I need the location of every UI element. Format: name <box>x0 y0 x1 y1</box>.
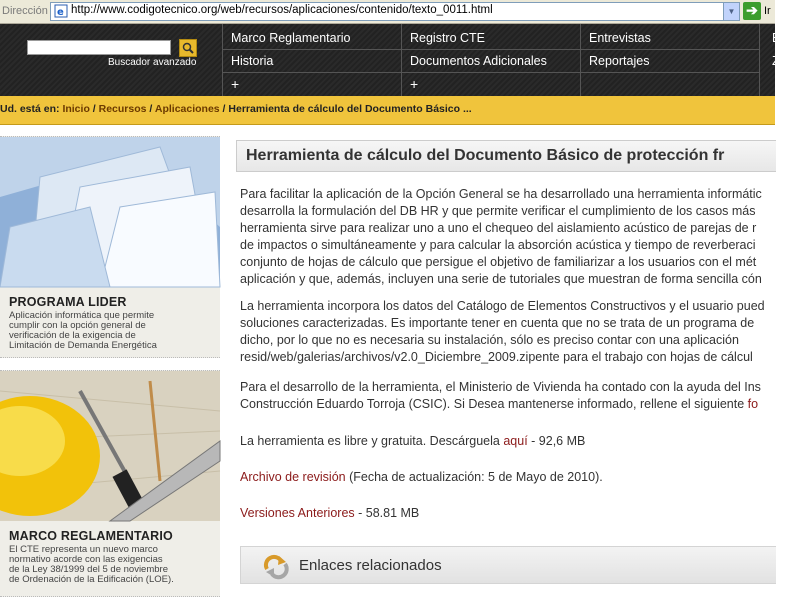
nav-column-4 <box>759 24 781 96</box>
refresh-arrows-icon <box>263 555 289 577</box>
promo-programa-lider[interactable] <box>0 136 220 358</box>
go-arrow-icon[interactable]: ➔ <box>743 2 761 20</box>
breadcrumb-current: Herramienta de cálculo del Documento Básico ... <box>228 103 472 115</box>
catalog-paragraph: La herramienta incorpora los datos del Catálogo de Elementos Constructivos y el usuario pued soluciones caracterizadas. Es importante tener en cuenta que no se trata de un programa de dicho, por lo que no es necesaria su instalación, sólo es preciso contar con una aplicación resid/web/galerias/archivos/v2.0_Diciembre_2009.zipente para el trabajo con hojas de cálcul <box>240 299 765 364</box>
nav-registro-cte[interactable]: Registro CTE <box>410 31 486 45</box>
promo-title: PROGRAMA LIDER <box>9 295 127 309</box>
svg-text:e: e <box>57 7 64 18</box>
magnifier-icon <box>182 42 194 54</box>
nav-column-1 <box>222 24 401 96</box>
revision-line: Archivo de revisión (Fecha de actualización: 5 de Mayo de 2010). <box>240 470 603 484</box>
related-links-box <box>240 546 776 584</box>
nav-more-1[interactable]: + <box>231 76 240 92</box>
promo-text: El CTE representa un nuevo marco normativo acorde con las exigencias de la Ley 38/1999 del 5 de noviembre de Ordenación de la Edificación (LOE). <box>9 544 174 585</box>
search-button[interactable] <box>179 39 197 57</box>
related-links-title: Enlaces relacionados <box>299 557 442 574</box>
nav-historia[interactable]: Historia <box>231 54 274 68</box>
nav-reportajes[interactable]: Reportajes <box>589 54 650 68</box>
promo-marco-reglamentario[interactable] <box>0 370 220 597</box>
download-link[interactable]: aquí <box>503 434 528 448</box>
nav-e[interactable]: E <box>772 31 781 45</box>
promo-title: MARCO REGLAMENTARIO <box>9 529 173 543</box>
nav-column-3 <box>580 24 759 96</box>
nav-documentos-adicionales[interactable]: Documentos Adicionales <box>410 54 547 68</box>
nav-marco-reglamentario[interactable]: Marco Reglamentario <box>231 31 351 45</box>
nav-column-2 <box>401 24 580 96</box>
page-title: Herramienta de cálculo del Documento Básico de protección fr <box>246 147 725 164</box>
breadcrumb-prefix: Ud. está en: <box>0 103 60 115</box>
previous-versions-line: Versiones Anteriores - 58.81 MB <box>240 506 420 520</box>
promo-text: Aplicación informática que permite cumplir con la opción general de verificación de la exigencia de Limitación de Demanda Energética <box>9 310 157 351</box>
breadcrumb-aplicaciones[interactable]: Aplicaciones <box>154 103 220 115</box>
url-text: http://www.codigotecnico.org/web/recursos/aplicaciones/contenido/texto_0011.html <box>71 4 493 16</box>
ie-page-icon <box>54 4 68 18</box>
search-input[interactable] <box>27 40 171 55</box>
nav-more-2[interactable]: + <box>410 76 419 92</box>
download-line: La herramienta es libre y gratuita. Descárguela aquí - 92,6 MB <box>240 434 586 448</box>
url-dropdown-icon[interactable]: ▼ <box>723 3 739 20</box>
development-paragraph: Para el desarrollo de la herramienta, el Ministerio de Vivienda ha contado con la ayuda del Ins Construcción Eduardo Torroja (CSIC). Si Desea mantenerse informado, rellene el siguiente fo <box>240 380 761 411</box>
previous-versions-link[interactable]: Versiones Anteriores <box>240 506 355 520</box>
intro-paragraph: Para facilitar la aplicación de la Opción General se ha desarrollado una herramienta informátic desarrolla la formulación del DB HR y que permite verificar el cumplimiento de los casos más herramienta sirve para realizar uno a uno el chequeo del aislamiento acústico de parejas de r de impactos o simultáneamente y para calcular la absorción acústica y tiempo de reverberaci conjunto de hojas de cálculo que persigue el objetivo de familiarizar a los usuarios con el mét aplicación y que, además, incluyen una serie de tutoriales que muestran de forma sencilla cón <box>240 187 762 286</box>
form-link[interactable]: fo <box>747 397 759 411</box>
breadcrumb: Ud. está en: Inicio / Recursos / Aplicaciones / Herramienta de cálculo del Documento Básico ... <box>0 96 775 125</box>
revision-file-link[interactable]: Archivo de revisión <box>240 470 346 484</box>
go-button[interactable]: Ir <box>764 5 771 17</box>
page-title-bar <box>236 140 776 172</box>
papers-image <box>0 137 220 287</box>
address-label: Dirección <box>2 5 48 17</box>
nav-z[interactable]: Z <box>772 54 780 68</box>
hardhat-tools-image <box>0 371 220 521</box>
breadcrumb-inicio[interactable]: Inicio <box>62 103 90 115</box>
address-bar <box>0 0 775 24</box>
site-header <box>0 24 781 96</box>
advanced-search-link[interactable]: Buscador avanzado <box>108 57 197 68</box>
url-field[interactable] <box>50 2 740 21</box>
nav-entrevistas[interactable]: Entrevistas <box>589 31 651 45</box>
breadcrumb-recursos[interactable]: Recursos <box>98 103 147 115</box>
